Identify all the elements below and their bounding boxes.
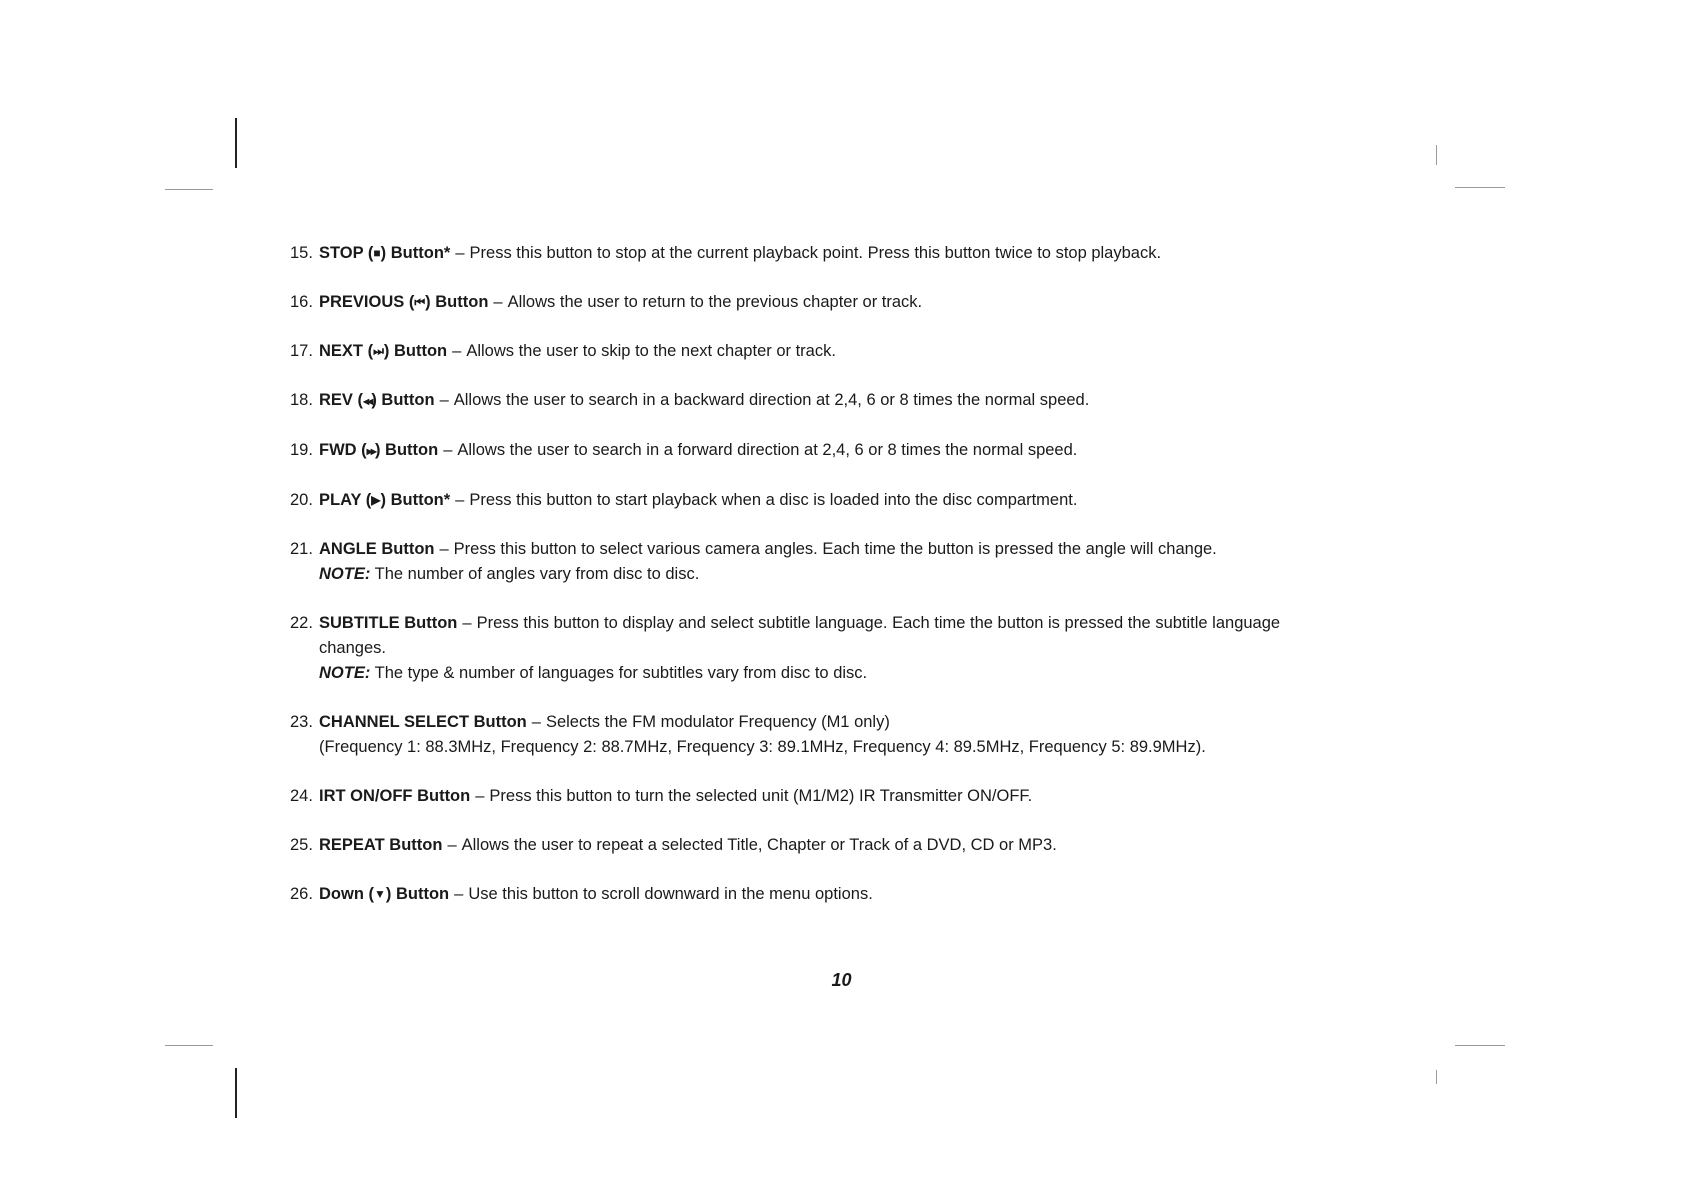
item-description: Press this button to turn the selected unit (M1/M2) IR Transmitter ON/OFF. [489, 787, 1033, 805]
item-description-continued: changes. [319, 639, 386, 657]
next-icon: ⏭ [373, 344, 384, 358]
button-descriptions-list [290, 241, 1410, 931]
note-label: NOTE: [319, 664, 371, 682]
list-item: 18. REV (◀◀) Button – Allows the user to search in a backward direction at 2,4, 6 or 8 times the normal speed. [290, 388, 1410, 414]
note [319, 562, 1410, 587]
item-description: Allows the user to search in a backward direction at 2,4, 6 or 8 times the normal speed. [453, 391, 1090, 409]
item-number: 16. [290, 293, 313, 311]
note-label: NOTE: [319, 565, 371, 583]
note-text: The type & number of languages for subtitles vary from disc to disc. [374, 664, 868, 682]
page-number: 10 [831, 970, 852, 990]
list-item: 17. NEXT (⏭) Button – Allows the user to skip to the next chapter or track. [290, 339, 1410, 364]
rewind-icon: ◀◀ [363, 397, 372, 406]
item-number: 19. [290, 441, 313, 459]
crop-mark-bottom-left-vertical [235, 1068, 237, 1118]
item-number: 25. [290, 836, 313, 854]
item-number: 18. [290, 391, 313, 409]
button-name: REV (◀◀) Button [319, 391, 435, 409]
item-number: 26. [290, 885, 313, 903]
note [319, 661, 1410, 686]
button-name: STOP (■) Button* [319, 244, 450, 262]
crop-mark-top-right-horizontal [1455, 187, 1505, 188]
list-item: 15. STOP (■) Button* – Press this button to stop at the current playback point. Press this button twice to stop playback. [290, 241, 1410, 266]
list-item: 19. FWD (▶▶) Button – Allows the user to search in a forward direction at 2,4, 6 or 8 times the normal speed. [290, 438, 1410, 464]
list-item: 20. PLAY (▶) Button* – Press this button to start playback when a disc is loaded into the disc compartment. [290, 488, 1410, 513]
button-name: SUBTITLE Button [319, 614, 458, 632]
play-icon: ▶ [371, 493, 381, 507]
list-item: 22. SUBTITLE Button – Press this button to display and select subtitle language. Each time the button is pressed the subtitle language changes. NOTE: The type & number of languages for subtitles vary from disc to disc. [290, 611, 1410, 686]
crop-mark-top-right-vertical [1436, 145, 1437, 165]
stop-icon: ■ [373, 246, 381, 260]
item-description: Press this button to stop at the current playback point. Press this button twice to stop playback. [469, 244, 1162, 262]
crop-mark-top-left-horizontal [165, 189, 213, 190]
item-description: Press this button to start playback when a disc is loaded into the disc compartment. [469, 491, 1078, 509]
button-name: PREVIOUS (⏮) Button [319, 293, 488, 311]
item-description: Allows the user to repeat a selected Title, Chapter or Track of a DVD, CD or MP3. [461, 836, 1057, 854]
item-description: Allows the user to return to the previous chapter or track. [507, 293, 923, 311]
crop-mark-bottom-right-horizontal [1455, 1045, 1505, 1046]
button-name: ANGLE Button [319, 540, 435, 558]
list-item: 26. Down (▼) Button – Use this button to scroll downward in the menu options. [290, 882, 1410, 907]
item-description: Press this button to display and select subtitle language. Each time the button is pressed the subtitle language [476, 614, 1281, 632]
item-description: Allows the user to skip to the next chapter or track. [466, 342, 836, 360]
list-item: 25. REPEAT Button – Allows the user to repeat a selected Title, Chapter or Track of a DVD, CD or MP3. [290, 833, 1410, 858]
item-number: 17. [290, 342, 313, 360]
crop-mark-bottom-right-vertical [1436, 1070, 1437, 1084]
item-description: Use this button to scroll downward in the menu options. [468, 885, 873, 903]
previous-icon: ⏮ [414, 295, 426, 309]
crop-mark-bottom-left-horizontal [165, 1045, 213, 1046]
item-number: 24. [290, 787, 313, 805]
item-number: 22. [290, 614, 313, 632]
item-number: 21. [290, 540, 313, 558]
button-name: IRT ON/OFF Button [319, 787, 471, 805]
list-item: 16. PREVIOUS (⏮) Button – Allows the user to return to the previous chapter or track. [290, 290, 1410, 315]
item-number: 23. [290, 713, 313, 731]
item-description-continued: (Frequency 1: 88.3MHz, Frequency 2: 88.7MHz, Frequency 3: 89.1MHz, Frequency 4: 89.5MHz, Frequency 5: 89.9MHz). [319, 738, 1206, 756]
fast-forward-icon: ▶▶ [366, 447, 375, 456]
button-name: NEXT (⏭) Button [319, 342, 447, 360]
item-description: Selects the FM modulator Frequency (M1 only) [545, 713, 890, 731]
down-arrow-icon: ▼ [374, 887, 386, 901]
item-number: 15. [290, 244, 313, 262]
button-name: Down (▼) Button [319, 885, 449, 903]
list-item: 23. CHANNEL SELECT Button – Selects the FM modulator Frequency (M1 only) (Frequency 1: 88.3MHz, Frequency 2: 88.7MHz, Frequency 3: 89.1MHz, Frequency 4: 89.5MHz, Frequency 5: 89.9MHz). [290, 710, 1410, 760]
button-name: REPEAT Button [319, 836, 443, 854]
item-description: Allows the user to search in a forward direction at 2,4, 6 or 8 times the normal speed. [457, 441, 1078, 459]
button-name: CHANNEL SELECT Button [319, 713, 527, 731]
list-item: 21. ANGLE Button – Press this button to select various camera angles. Each time the button is pressed the angle will change. NOTE: The number of angles vary from disc to disc. [290, 537, 1410, 587]
crop-mark-top-left-vertical [235, 118, 237, 168]
list-item: 24. IRT ON/OFF Button – Press this button to turn the selected unit (M1/M2) IR Transmitter ON/OFF. [290, 784, 1410, 809]
item-number: 20. [290, 491, 313, 509]
button-name: PLAY (▶) Button* [319, 491, 450, 509]
button-name: FWD (▶▶) Button [319, 441, 438, 459]
item-description: Press this button to select various camera angles. Each time the button is pressed the angle will change. [453, 540, 1217, 558]
note-text: The number of angles vary from disc to disc. [374, 565, 700, 583]
